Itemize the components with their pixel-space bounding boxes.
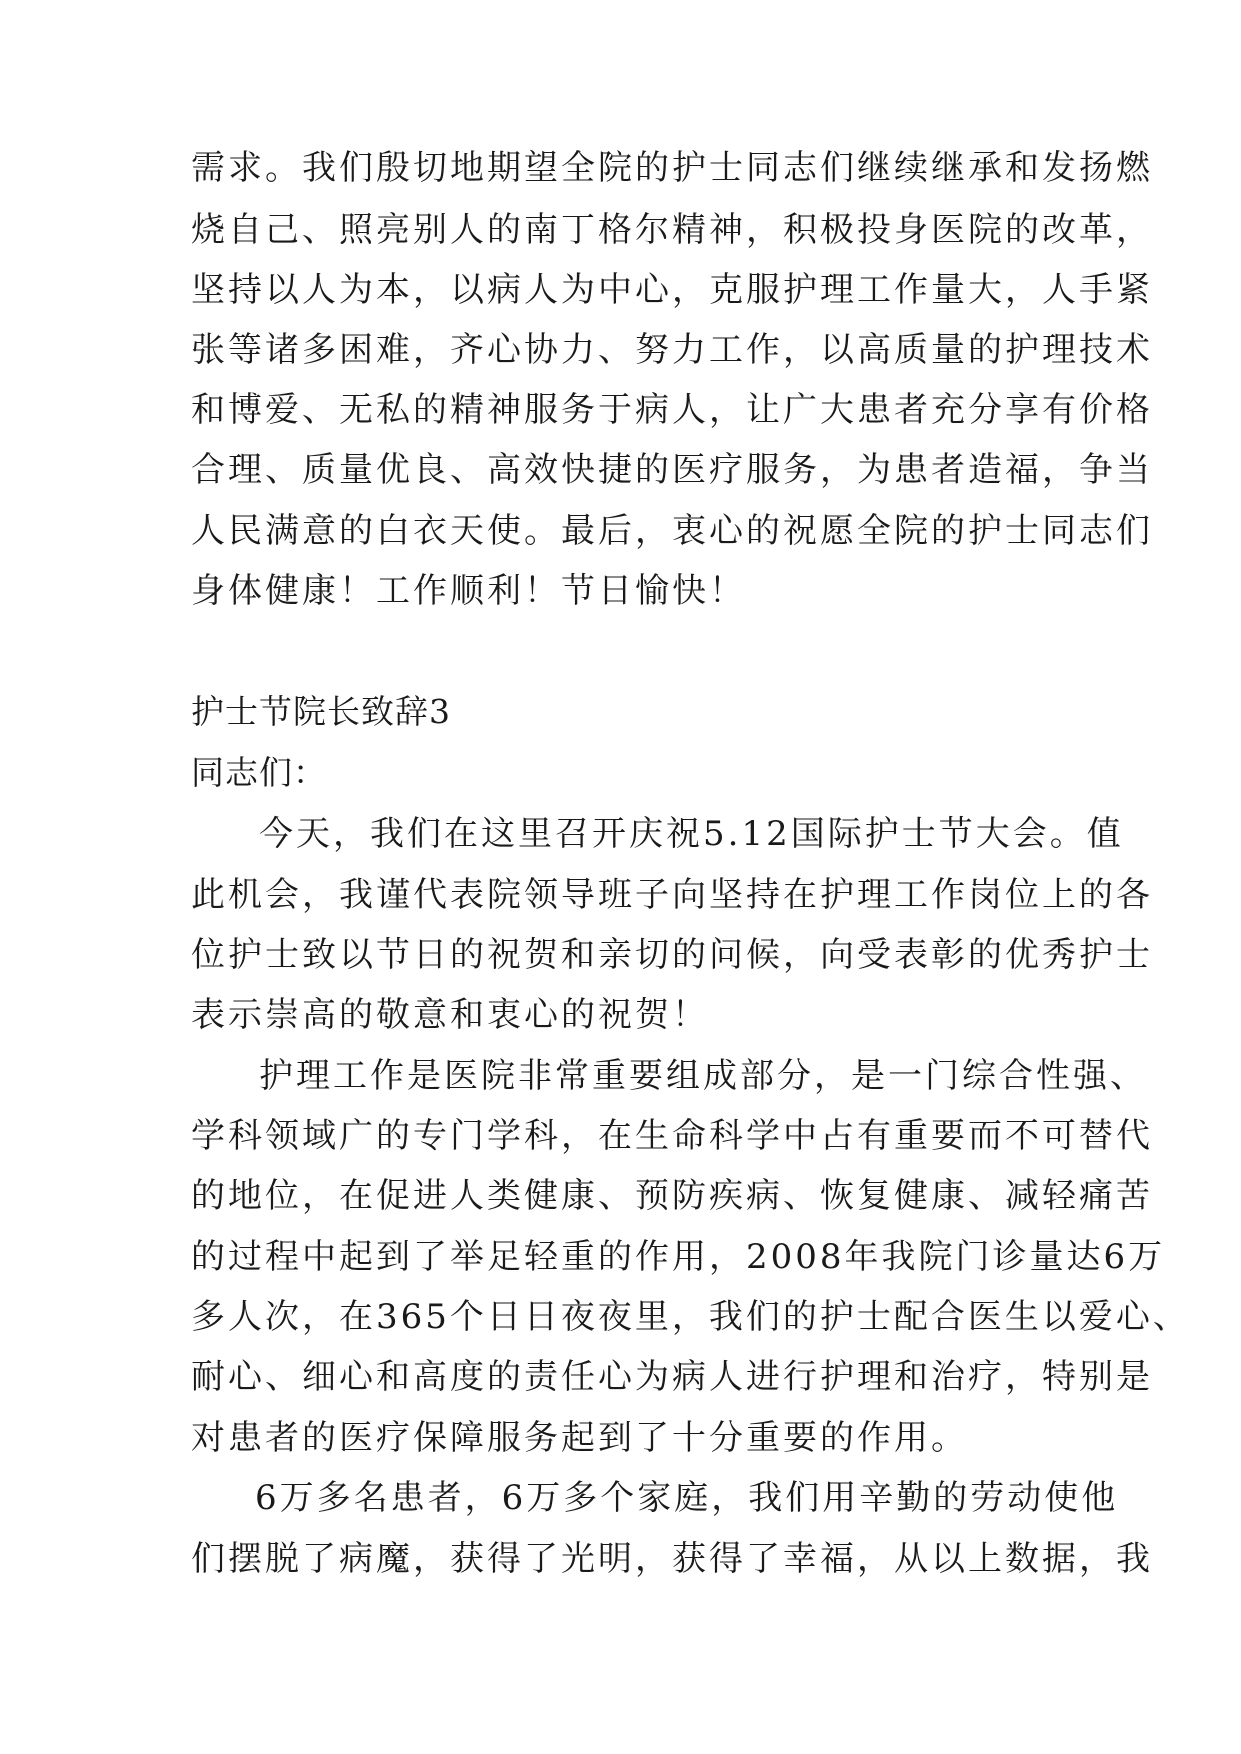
text-line: 6万多名患者，6万多个家庭，我们用辛勤的劳动使他: [255, 1478, 1119, 1518]
text-line: 和博爱、无私的精神服务于病人，让广大患者充分享有价格: [191, 390, 1153, 430]
text-line: 今天，我们在这里召开庆祝5.12国际护士节大会。值: [259, 814, 1124, 854]
text-line: 的过程中起到了举足轻重的作用，2008年我院门诊量达6万: [191, 1237, 1166, 1277]
text-line: 们摆脱了病魔，获得了光明，获得了幸福，从以上数据，我: [191, 1539, 1153, 1579]
text-line: 表示崇高的敬意和衷心的祝贺！: [191, 995, 709, 1035]
text-line: 需求。我们殷切地期望全院的护士同志们继续继承和发扬燃: [191, 148, 1153, 188]
text-line: 合理、质量优良、高效快捷的医疗服务，为患者造福，争当: [191, 450, 1153, 490]
document-page: [191, 0, 1190, 1754]
text-line: 多人次，在365个日日夜夜里，我们的护士配合医生以爱心、: [191, 1297, 1190, 1337]
text-line: 坚持以人为本，以病人为中心，克服护理工作量大，人手紧: [191, 270, 1153, 310]
text-line: 对患者的医疗保障服务起到了十分重要的作用。: [191, 1418, 968, 1458]
text-line: 人民满意的白衣天使。最后，衷心的祝愿全院的护士同志们: [191, 511, 1153, 551]
text-line: 耐心、细心和高度的责任心为病人进行护理和治疗，特别是: [191, 1357, 1153, 1397]
text-line: 位护士致以节日的祝贺和亲切的问候，向受表彰的优秀护士: [191, 935, 1153, 975]
text-line: 身体健康！工作顺利！节日愉快！: [191, 571, 746, 611]
section-title: 护士节院长致辞3: [191, 692, 451, 731]
text-line: 烧自己、照亮别人的南丁格尔精神，积极投身医院的改革，: [191, 210, 1153, 250]
text-line: 的地位，在促进人类健康、预防疾病、恢复健康、减轻痛苦: [191, 1176, 1153, 1216]
salutation: 同志们：: [191, 753, 327, 792]
text-line: 此机会，我谨代表院领导班子向坚持在护理工作岗位上的各: [191, 875, 1153, 915]
text-line: 护理工作是医院非常重要组成部分，是一门综合性强、: [259, 1056, 1147, 1096]
text-line: 学科领域广的专门学科，在生命科学中占有重要而不可替代: [191, 1116, 1153, 1156]
text-line: 张等诸多困难，齐心协力、努力工作，以高质量的护理技术: [191, 330, 1153, 370]
